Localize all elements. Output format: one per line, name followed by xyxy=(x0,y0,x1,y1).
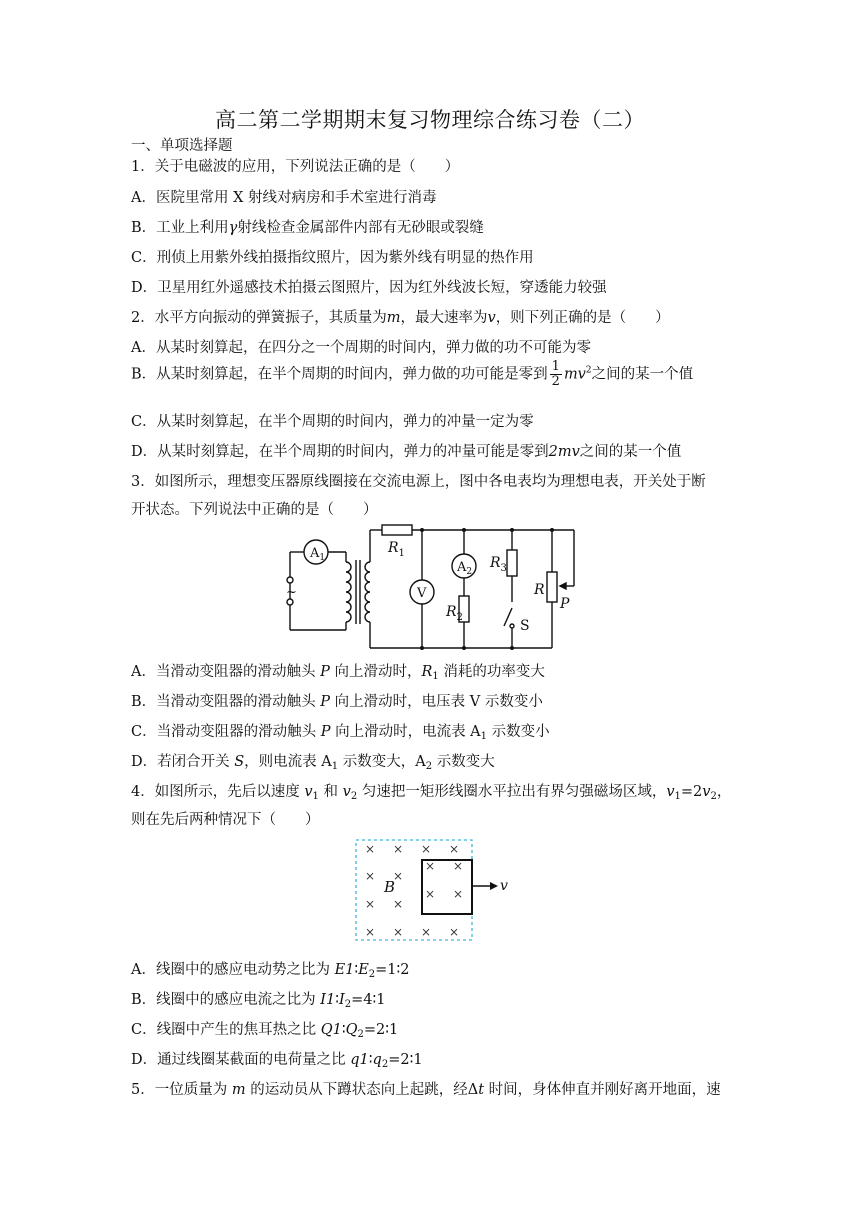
q2-option-d: D．从某时刻算起，在半个周期的时间内，弹力的冲量可能是零到2mv之间的某一个值 xyxy=(131,444,682,460)
q2-option-a: A．从某时刻算起，在四分之一个周期的时间内，弹力做的功不可能为零 xyxy=(131,340,591,356)
q3-option-d: D．若闭合开关 S，则电流表 $A_1$ 示数变大，$A_2$ 示数变大 xyxy=(131,754,495,772)
slider-p xyxy=(560,583,566,589)
svg-text:R: R xyxy=(534,582,545,598)
q4-option-c: C．线圈中产生的焦耳热之比 $Q1∶Q_2=2∶1$ xyxy=(131,1022,399,1040)
q3-option-a: A．当滑动变阻器的滑动触头 P 向上滑动时，$R_1$ 消耗的功率变大 xyxy=(131,664,545,682)
svg-text:P: P xyxy=(560,596,570,612)
resistor-r1 xyxy=(382,525,412,535)
q4-option-b: B．线圈中的感应电流之比为 $I1∶I_2=4∶1$ xyxy=(131,992,386,1010)
q2-stem: 2．水平方向振动的弹簧振子，其质量为m，最大速率为v，则下列正确的是（ ） xyxy=(131,310,670,326)
ac-terminal-top xyxy=(287,577,293,583)
q4-option-a: A．线圈中的感应电动势之比为 $E1∶E_2=1∶2$ xyxy=(131,962,410,980)
field-cross-mark: × xyxy=(452,859,464,873)
q1-option-c: C．刑侦上用紫外线拍摄指纹照片，因为紫外线有明显的热作用 xyxy=(131,250,534,266)
q2-option-c: C．从某时刻算起，在半个周期的时间内，弹力的冲量一定为零 xyxy=(131,414,534,430)
q5-stem: 5．一位质量为 m 的运动员从下蹲状态向上起跳，经Δt 时间，身体伸直并刚好离开地面，速 xyxy=(131,1082,721,1098)
field-cross-mark: × xyxy=(392,897,404,911)
field-cross-mark: × xyxy=(420,925,432,939)
field-cross-mark: × xyxy=(392,869,404,883)
field-cross-mark: × xyxy=(392,925,404,939)
transformer-circuit-diagram xyxy=(284,522,584,652)
q1-option-b: B．工业上利用γ射线检查金属部件内部有无砂眼或裂缝 xyxy=(131,220,484,236)
magnetic-field-diagram xyxy=(350,836,520,946)
resistor-r3 xyxy=(507,550,517,576)
q3-stem-line2: 开状态。下列说法中正确的是（ ） xyxy=(131,502,378,518)
svg-text:R3: $R_3$ xyxy=(490,555,507,574)
section-heading: 一、单项选择题 xyxy=(131,138,233,154)
primary-coil xyxy=(346,562,351,622)
field-cross-mark: × xyxy=(452,887,464,901)
field-crosses xyxy=(365,842,463,939)
svg-text:v: v xyxy=(500,878,508,894)
field-cross-mark: × xyxy=(448,842,460,856)
q4-stem-line2: 则在先后两种情况下（ ） xyxy=(131,812,320,828)
field-cross-mark: × xyxy=(392,842,404,856)
svg-text:A1: $A_1$ xyxy=(310,546,326,563)
arrow-head-icon xyxy=(490,882,498,890)
svg-text:R1: $R_1$ xyxy=(388,540,405,559)
q3-stem-line1: 3．如图所示，理想变压器原线圈接在交流电源上，图中各电表均为理想电表，开关处于断 xyxy=(131,474,706,490)
svg-text:V: V xyxy=(417,586,427,601)
field-cross-mark: × xyxy=(420,842,432,856)
page-title: 高二第二学期期末复习物理综合练习卷（二） xyxy=(215,108,645,132)
switch-s xyxy=(504,608,512,626)
q3-option-b: B．当滑动变阻器的滑动触头 P 向上滑动时，电压表 V 示数变小 xyxy=(131,694,543,710)
field-cross-mark: × xyxy=(448,925,460,939)
svg-text:S: S xyxy=(520,618,530,634)
svg-text:A2: $A_2$ xyxy=(457,560,473,577)
q3-option-c: C．当滑动变阻器的滑动触头 P 向上滑动时，电流表 $A_1$ 示数变小 xyxy=(131,724,550,742)
rheostat-r xyxy=(547,572,557,602)
svg-text:~: ~ xyxy=(286,585,297,600)
q1-option-d: D．卫星用红外遥感技术拍摄云图照片，因为红外线波长短，穿透能力较强 xyxy=(131,280,607,296)
q2-option-b: B．从某时刻算起，在半个周期的时间内，弹力做的功可能是零到 $\frac{1}{2}$ $mv^2$之间的某一个值 xyxy=(131,359,694,389)
field-cross-mark: × xyxy=(364,897,376,911)
q4-stem-line1: 4．如图所示，先后以速度 $v_1$ 和 $v_2$ 匀速把一矩形线圈水平拉出有界匀强磁场区域，$v_1=2v_2$， xyxy=(131,784,732,802)
q4-option-d: D．通过线圈某截面的电荷量之比 $q1∶q_2=2∶1$ xyxy=(131,1052,423,1070)
secondary-coil xyxy=(365,562,370,622)
field-cross-mark: × xyxy=(424,887,436,901)
q1-stem: 1．关于电磁波的应用，下列说法正确的是（ ） xyxy=(131,159,460,175)
fraction-one-half: $\frac{1}{2}$ xyxy=(551,359,560,389)
q1-option-a: A．医院里常用 X 射线对病房和手术室进行消毒 xyxy=(131,190,437,206)
svg-text:R2: $R_2$ xyxy=(446,604,463,623)
field-cross-mark: × xyxy=(364,925,376,939)
field-cross-mark: × xyxy=(364,842,376,856)
field-cross-mark: × xyxy=(364,869,376,883)
field-cross-mark: × xyxy=(424,859,436,873)
svg-text:B: B xyxy=(384,878,396,896)
